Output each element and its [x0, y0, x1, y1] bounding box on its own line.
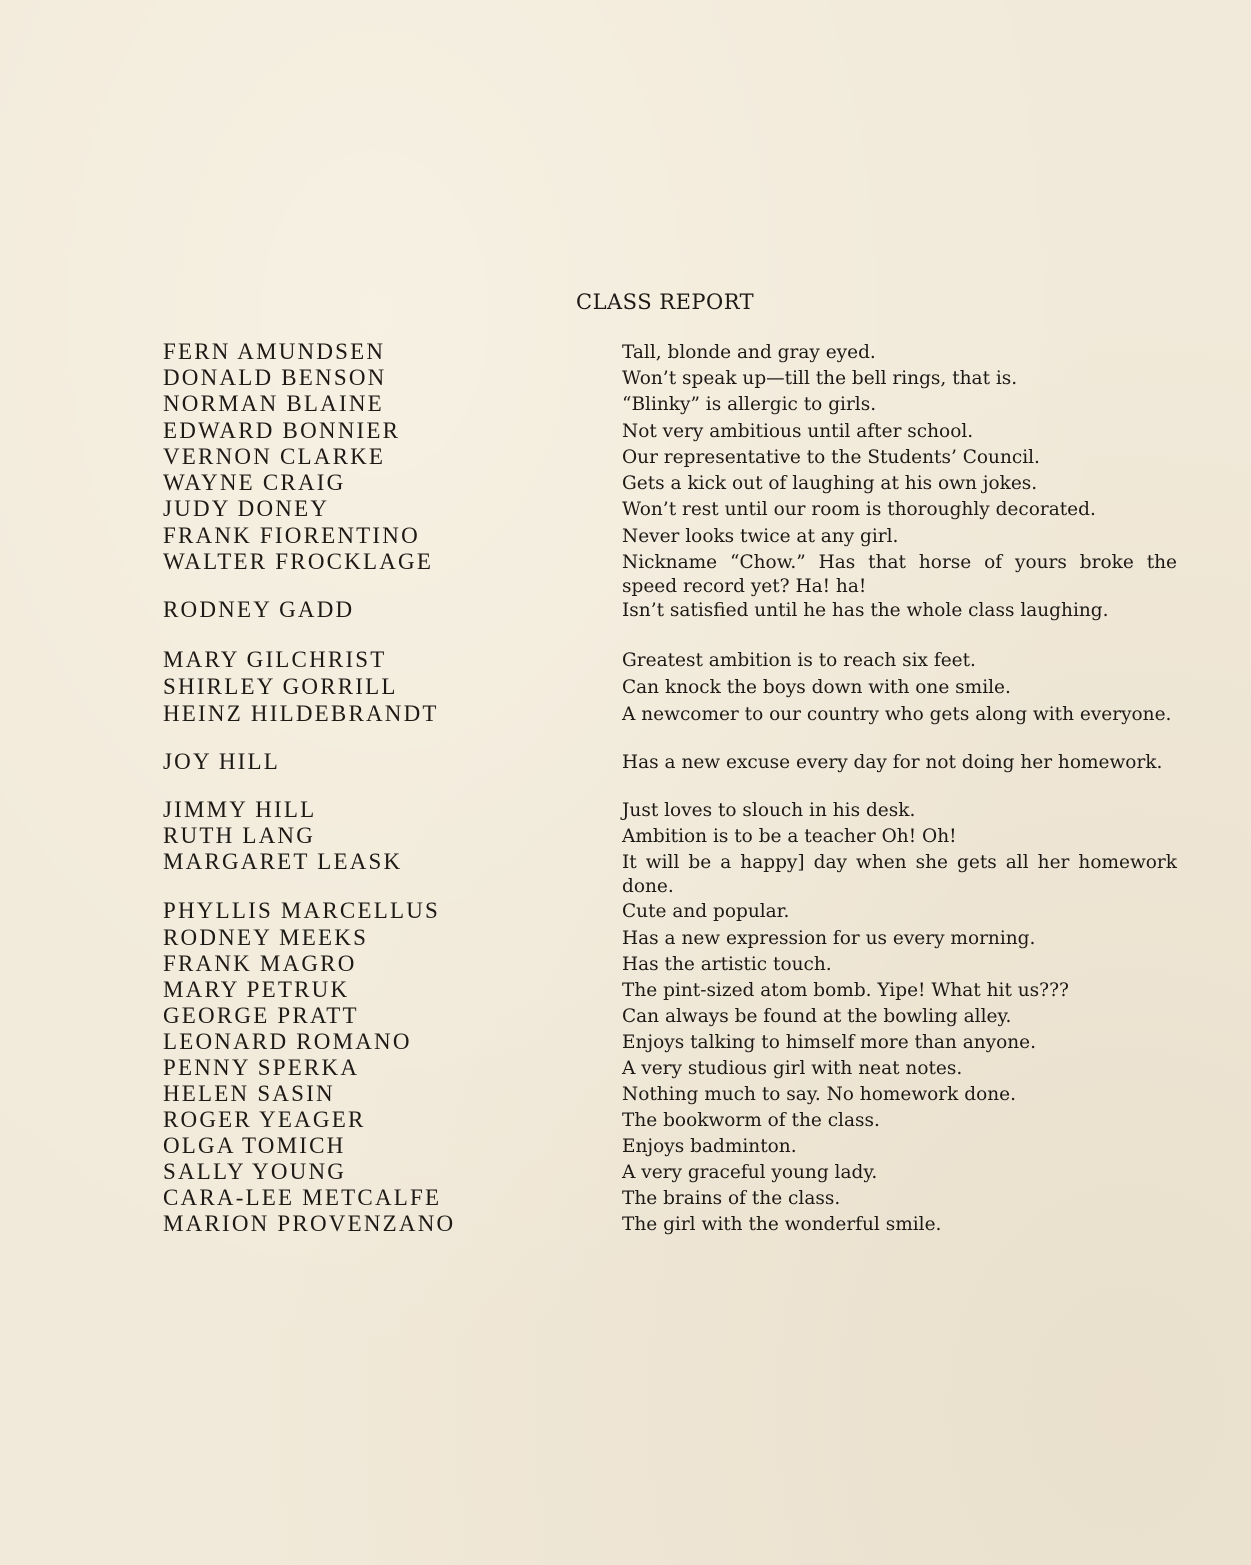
student-name: PHYLLIS MARCELLUS: [163, 898, 441, 923]
student-remark: Has the artistic touch.: [622, 954, 832, 975]
student-remark: Won’t rest until our room is thoroughly decorated.: [622, 499, 1096, 520]
student-remark: Nickname “Chow.” Has that horse of yours broke the speed record yet? Ha! ha!: [622, 552, 1177, 597]
student-remark: The pint-sized atom bomb. Yipe! What hit us???: [622, 980, 1069, 1001]
student-remark: Not very ambitious until after school.: [622, 421, 974, 442]
student-name: WALTER FROCKLAGE: [163, 549, 434, 574]
student-remark: Can always be found at the bowling alley.: [622, 1006, 1012, 1027]
student-remark: Just loves to slouch in his desk.: [622, 800, 916, 821]
student-remark: “Blinky” is allergic to girls.: [622, 394, 877, 415]
student-name: MARGARET LEASK: [163, 849, 403, 874]
student-remark: Ambition is to be a teacher Oh! Oh!: [622, 826, 957, 847]
student-name: CARA-LEE METCALFE: [163, 1185, 442, 1210]
student-name: RUTH LANG: [163, 823, 316, 848]
student-name: MARION PROVENZANO: [163, 1211, 456, 1236]
student-name: JOY HILL: [163, 749, 281, 774]
student-name: PENNY SPERKA: [163, 1055, 360, 1080]
student-name: ROGER YEAGER: [163, 1107, 366, 1132]
student-name: RODNEY GADD: [163, 597, 355, 622]
student-name: EDWARD BONNIER: [163, 418, 401, 443]
student-name: HEINZ HILDEBRANDT: [163, 701, 439, 726]
student-name: JIMMY HILL: [163, 797, 317, 822]
student-remark: Never looks twice at any girl.: [622, 526, 899, 547]
page-title: CLASS REPORT: [576, 290, 755, 314]
student-remark: A very graceful young lady.: [622, 1162, 878, 1183]
student-remark: Greatest ambition is to reach six feet.: [622, 650, 976, 671]
student-name: SHIRLEY GORRILL: [163, 674, 398, 699]
student-name: JUDY DONEY: [163, 496, 330, 521]
student-remark: Enjoys talking to himself more than anyone.: [622, 1032, 1036, 1053]
student-remark: A newcomer to our country who gets along with everyone.: [622, 704, 1172, 725]
student-name: FRANK FIORENTINO: [163, 523, 420, 548]
student-name: HELEN SASIN: [163, 1081, 335, 1106]
student-name: MARY GILCHRIST: [163, 647, 387, 672]
student-name: RODNEY MEEKS: [163, 925, 369, 950]
student-name: WAYNE CRAIG: [163, 470, 346, 495]
student-remark: A very studious girl with neat notes.: [622, 1058, 963, 1079]
student-remark: Our representative to the Students’ Council.: [622, 447, 1040, 468]
student-remark: The bookworm of the class.: [622, 1110, 880, 1131]
student-name: SALLY YOUNG: [163, 1159, 347, 1184]
student-name: GEORGE PRATT: [163, 1003, 359, 1028]
student-remark: Tall, blonde and gray eyed.: [622, 342, 876, 363]
student-remark: Has a new excuse every day for not doing her homework.: [622, 752, 1163, 773]
student-name: FRANK MAGRO: [163, 951, 357, 976]
student-name: FERN AMUNDSEN: [163, 339, 386, 364]
student-remark: Won’t speak up—till the bell rings, that is.: [622, 368, 1018, 389]
student-remark: Has a new expression for us every morning.: [622, 928, 1036, 949]
student-name: LEONARD ROMANO: [163, 1029, 412, 1054]
student-remark: Isn’t satisfied until he has the whole class laughing.: [622, 600, 1109, 621]
student-remark: Enjoys badminton.: [622, 1136, 797, 1157]
student-name: VERNON CLARKE: [163, 444, 386, 469]
student-remark: It will be a happy] day when she gets all her homework done.: [622, 852, 1177, 897]
student-remark: Cute and popular.: [622, 901, 790, 922]
student-name: DONALD BENSON: [163, 365, 387, 390]
student-remark: The girl with the wonderful smile.: [622, 1214, 942, 1235]
student-remark: Nothing much to say. No homework done.: [622, 1084, 1016, 1105]
student-name: MARY PETRUK: [163, 977, 350, 1002]
student-remark: The brains of the class.: [622, 1188, 841, 1209]
student-remark: Can knock the boys down with one smile.: [622, 677, 1011, 698]
student-name: OLGA TOMICH: [163, 1133, 346, 1158]
student-name: NORMAN BLAINE: [163, 391, 384, 416]
student-remark: Gets a kick out of laughing at his own jokes.: [622, 473, 1038, 494]
